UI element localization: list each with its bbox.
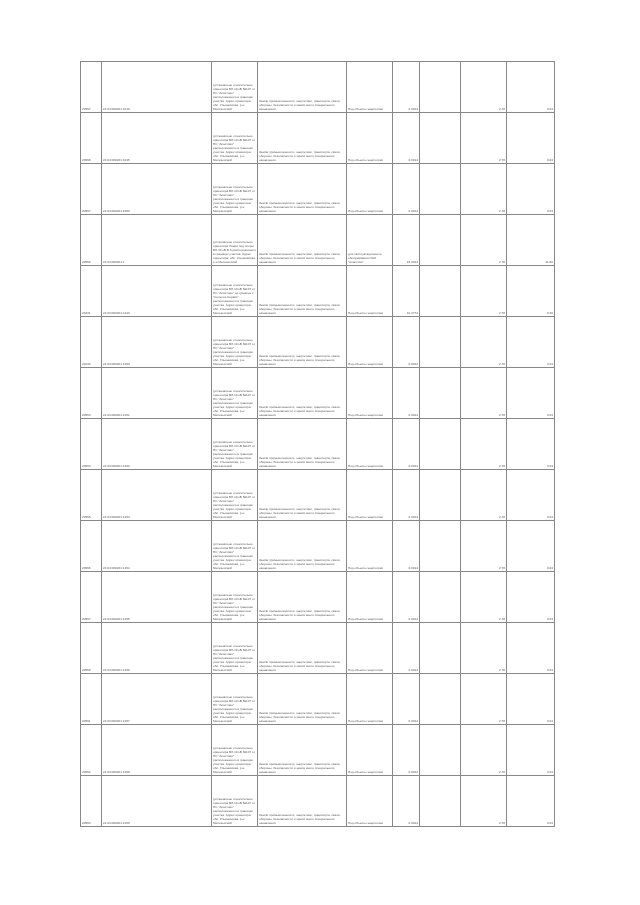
cadastral-number [102,572,212,623]
area-value [393,521,420,572]
land-category-text: Земли промышленности, энергетики, транспорта, связи, обороны, безопасности и земли иного специального назначения [259,761,341,774]
tax-rate [461,113,507,164]
cadastral-number [102,164,212,215]
location-description-text: (установлено относительно ориентира Линия под опоры ВЛ-10 кВ Ф.6 расположенного в границах участка. Адрес ориентира: обл. Ульяновская, р-н Мелекесский [213,239,257,264]
cadastral-number [102,776,212,827]
tax-rate-text: 2.78 [498,106,505,111]
record-id [81,368,102,419]
tax-amount [507,419,555,470]
tax-amount [507,62,555,113]
area-value-text: 15.0014 [406,259,418,264]
land-category-text: Земли промышленности, энергетики, транспорта, связи, обороны, безопасности и земли иного специального назначения [259,812,341,825]
empty-cell [420,521,461,572]
tax-rate-text: 2.78 [498,259,505,264]
record-id-text: 20591 [82,718,91,723]
cadastral-number [102,521,212,572]
record-id [81,674,102,725]
cadastral-number-text: 21:04:000201:1440 [103,310,130,315]
table-row [81,776,555,827]
permitted-use-text: Под объекты энергетики [348,514,384,519]
land-category [258,521,347,572]
area-value [393,368,420,419]
permitted-use-text: Под объекты энергетики [348,106,384,111]
empty-cell [420,776,461,827]
record-id [81,113,102,164]
cadastral-number-text: 21:04:000201:1045 [103,157,130,162]
cadastral-number-text: 21:04:000201:1453 [103,514,130,519]
tax-rate [461,317,507,368]
permitted-use [347,317,393,368]
table-row [81,368,555,419]
land-category [258,215,347,266]
cadastral-number [102,113,212,164]
record-id-text: 20569 [82,259,91,264]
tax-amount-text: 0.04 [546,157,553,162]
cadastral-number [102,419,212,470]
permitted-use [347,521,393,572]
location-description-text: (установлено относительно ориентира ВЛ-10 кВ №107 от ПС "Апастово" расположенного в границах участка. Адрес ориентира: обл. Ульяновская, р-н Мелекесский [213,490,256,519]
record-id [81,725,102,776]
tax-amount-text: 0.04 [546,208,553,213]
permitted-use [347,266,393,317]
area-value-text: 0.0014 [408,769,418,774]
cadastral-number-text: 21:04:000201:1459 [103,820,130,825]
table-row [81,266,555,317]
tax-rate [461,725,507,776]
land-category-text: Земли промышленности, энергетики, транспорта, связи, обороны, безопасности и земли иного специального назначения [259,404,341,417]
record-id-text: 20592 [82,769,91,774]
empty-cell [420,317,461,368]
record-id-text: 20565 [82,514,91,519]
cadastral-number-text: 21:04:000201:1458 [103,769,130,774]
location-description [212,521,258,572]
table-row [81,215,555,266]
tax-rate [461,572,507,623]
tax-rate [461,521,507,572]
land-category-text: Земли промышленности, энергетики, транспорта, связи, обороны, безопасности и земли иного специального назначения [259,455,341,468]
area-value [393,470,420,521]
record-id-text: 20567 [82,208,91,213]
land-category-text: Земли промышленности, энергетики, транспорта, связи, обороны, безопасности и земли иного специального назначения [259,710,341,723]
location-description [212,419,258,470]
record-id-text: 20566 [82,565,91,570]
record-id-text: 20567 [82,106,91,111]
permitted-use [347,113,393,164]
tax-rate [461,164,507,215]
cadastral-number-text: 21:04:000201:1451 [103,412,130,417]
permitted-use [347,164,393,215]
area-value-text: 0.0014 [408,514,418,519]
permitted-use [347,623,393,674]
area-value [393,62,420,113]
empty-cell [420,725,461,776]
cadastral-number [102,62,212,113]
tax-rate-text: 2.78 [498,157,505,162]
location-description [212,725,258,776]
location-description-text: (установлено относительно ориентира ВЛ-10 кВ №107 от ПС "Апастово" расположенного в границах участка. Адрес ориентира: обл. Ульяновская, р-н Мелекесский [213,439,256,468]
location-description [212,572,258,623]
area-value-text: 0.0014 [408,463,418,468]
record-id-text: 20593 [82,820,91,825]
land-category [258,419,347,470]
tax-rate [461,215,507,266]
tax-amount-text: 0.30 [546,310,553,315]
area-value [393,776,420,827]
permitted-use-text: Под объекты энергетики [348,820,384,825]
location-description [212,776,258,827]
tax-amount [507,470,555,521]
location-description [212,266,258,317]
tax-amount [507,215,555,266]
tax-rate-text: 2.78 [498,820,505,825]
location-description [212,164,258,215]
location-description [212,215,258,266]
cadastral-number [102,266,212,317]
empty-cell [420,368,461,419]
tax-amount [507,725,555,776]
cadastral-number [102,674,212,725]
permitted-use [347,776,393,827]
tax-rate [461,419,507,470]
location-description [212,113,258,164]
area-value [393,572,420,623]
tax-rate-text: 2.78 [498,616,505,621]
cadastral-number [102,317,212,368]
land-category-text: Земли промышленности, энергетики, транспорта, связи, обороны, безопасности и земли иного специального назначения [259,506,341,519]
permitted-use-text: Под объекты энергетики [348,718,384,723]
empty-cell [420,572,461,623]
tax-amount-text: 41.80 [545,259,553,264]
area-value-text: 0.0014 [408,106,418,111]
table-row [81,674,555,725]
cadastral-number-text: 21:04:000201:1456 [103,667,130,672]
tax-rate-text: 2.78 [498,514,505,519]
permitted-use-text: Под объекты энергетики [348,463,384,468]
cadastral-number-text: 21:04:000201:1040 [103,106,130,111]
land-category [258,470,347,521]
tax-rate [461,62,507,113]
permitted-use [347,470,393,521]
location-description-text: (установлено относительно ориентира ВЛ-10 кВ №107 от ПС "Апастово" расположенного в границах участка. Адрес ориентира: обл. Ульяновская, р-н Мелекесский [213,745,256,774]
tax-rate-text: 2.78 [498,463,505,468]
empty-cell [420,266,461,317]
location-description-text: (установлено относительно ориентира ВЛ-10 кВ №107 от ПС "Апастово" расположенного в границах участка. Адрес ориентира: обл. Ульяновская, р-н Мелекесский [213,133,256,162]
land-category [258,62,347,113]
tax-rate [461,470,507,521]
permitted-use-text: Под объекты энергетики [348,565,384,570]
location-description-text: (установлено относительно ориентира ВЛ-10 кВ №107 от ПС "Апастово" расположенного в границах участка. Адрес ориентира: обл. Ульяновская, р-н Мелекесский [213,337,256,366]
land-category-text: Земли промышленности, энергетики, транспорта, связи, обороны, безопасности и земли иного специального назначения [259,353,341,366]
table-row [81,572,555,623]
table-row [81,419,555,470]
record-id-text: 20567 [82,616,91,621]
land-category-text: Земли промышленности, энергетики, транспорта, связи, обороны, безопасности и земли иного специального назначения [259,557,341,570]
area-value-text: 0.0014 [408,820,418,825]
table-row [81,317,555,368]
location-description-text: (установлено относительно ориентира ВЛ-10 кВ №107 от ПС "Апастово" расположенного в границах участка. Адрес ориентира: обл. Ульяновская, р-н Мелекесский [213,592,256,621]
tax-amount [507,623,555,674]
tax-amount-text: 0.04 [546,667,553,672]
location-description-text: (установлено относительно ориентира ВЛ-10 кВ №107 от ПС "Апастово" расположенного в границах участка. Адрес ориентира: обл. Ульяновская, р-н Мелекесский [213,541,256,570]
record-id [81,521,102,572]
record-id [81,215,102,266]
permitted-use [347,215,393,266]
tax-amount-text: 0.04 [546,718,553,723]
tax-amount-text: 0.04 [546,820,553,825]
area-value-text: 0.0014 [408,616,418,621]
area-value-text: 0.0014 [408,157,418,162]
cadastral-number-text: 21:04:000201:1455 [103,616,130,621]
cadastral-number [102,215,212,266]
table-row [81,113,555,164]
tax-amount-text: 0.04 [546,463,553,468]
land-category [258,623,347,674]
tax-rate-text: 2.78 [498,208,505,213]
area-value [393,674,420,725]
area-value-text: 0.0014 [408,565,418,570]
tax-rate-text: 2.78 [498,718,505,723]
record-id-text: 20564 [82,463,91,468]
tax-amount [507,776,555,827]
permitted-use [347,62,393,113]
tax-rate [461,776,507,827]
land-category [258,776,347,827]
area-value [393,317,420,368]
record-id [81,164,102,215]
table-row [81,623,555,674]
permitted-use [347,419,393,470]
tax-amount [507,164,555,215]
location-description [212,623,258,674]
tax-rate [461,266,507,317]
area-value-text: 0.0014 [408,412,418,417]
record-id [81,266,102,317]
location-description-text: (установлено относительно ориентира ВЛ-10 кВ №107 от ПС "Апастово" расположенного в границах участка. Адрес ориентира: обл. Ульяновская, р-н Мелекесский [213,82,256,111]
land-category-text: Земли промышленности, энергетики, транспорта, связи, обороны, безопасности и земли иного специального назначения [259,251,341,264]
tax-amount-text: 0.04 [546,412,553,417]
tax-rate [461,623,507,674]
location-description-text: (установлено относительно ориентира ВЛ-10 кВ №107 от ПС "Апастово" расположенного в границах участка. Адрес ориентира: обл. Ульяновская, р-н Мелекесский [213,184,256,213]
cadastral-number-text: 21:04:000201:1 [103,259,125,264]
land-registry-body [81,62,555,827]
record-id [81,419,102,470]
permitted-use-text: Под объекты энергетики [348,157,384,162]
record-id [81,623,102,674]
location-description [212,368,258,419]
tax-rate-text: 2.78 [498,667,505,672]
land-category [258,266,347,317]
location-description [212,674,258,725]
permitted-use [347,725,393,776]
tax-amount [507,113,555,164]
location-description [212,62,258,113]
area-value [393,623,420,674]
permitted-use-text: Под объекты энергетики [348,208,384,213]
cadastral-number [102,725,212,776]
permitted-use-text: Под объекты энергетики [348,361,384,366]
permitted-use-text: Под объекты энергетики [348,616,384,621]
empty-cell [420,419,461,470]
empty-cell [420,470,461,521]
table-row [81,521,555,572]
empty-cell [420,215,461,266]
location-description [212,470,258,521]
record-id [81,776,102,827]
empty-cell [420,62,461,113]
tax-amount-text: 0.04 [546,616,553,621]
location-description [212,317,258,368]
tax-rate-text: 2.78 [498,412,505,417]
tax-rate [461,368,507,419]
record-id [81,572,102,623]
land-category-text: Земли промышленности, энергетики, транспорта, связи, обороны, безопасности и земли иного специального назначения [259,302,341,315]
cadastral-number [102,368,212,419]
area-value [393,215,420,266]
location-description-text: (установлено относительно ориентира ВЛ-10 кВ №107 от ПС "Апастово" до границы с "Сельхоз-Сервис", расположенного в границах участка. Адрес ориентира: обл. Ульяновская, р-н Мелекесский [213,282,256,315]
land-category [258,674,347,725]
area-value-text: 0.0014 [408,361,418,366]
tax-amount [507,521,555,572]
empty-cell [420,113,461,164]
area-value [393,725,420,776]
area-value-text: 0.0014 [408,718,418,723]
land-registry-table [80,61,555,827]
table-row [81,470,555,521]
tax-amount-text: 0.04 [546,106,553,111]
tax-amount [507,317,555,368]
tax-amount-text: 0.04 [546,361,553,366]
record-id-text: 20568 [82,157,91,162]
tax-amount [507,266,555,317]
cadastral-number-text: 21:04:000201:1089 [103,208,130,213]
location-description-text: (установлено относительно ориентира ВЛ-10 кВ №107 от ПС "Апастово" расположенного в границах участка. Адрес ориентира: обл. Ульяновская, р-н Мелекесский [213,694,256,723]
empty-cell [420,164,461,215]
area-value [393,113,420,164]
cadastral-number-text: 21:04:000201:1457 [103,718,130,723]
land-category [258,368,347,419]
land-category [258,725,347,776]
record-id [81,317,102,368]
tax-rate-text: 2.78 [498,361,505,366]
tax-rate [461,674,507,725]
tax-amount-text: 0.04 [546,565,553,570]
area-value-text: 10.4774 [406,310,418,315]
land-category-text: Земли промышленности, энергетики, транспорта, связи, обороны, безопасности и земли иного специального назначения [259,659,341,672]
record-id [81,62,102,113]
tax-amount [507,368,555,419]
permitted-use [347,674,393,725]
tax-rate-text: 2.78 [498,769,505,774]
permitted-use-text: Под объекты энергетики [348,412,384,417]
permitted-use [347,368,393,419]
empty-cell [420,674,461,725]
permitted-use-text: для эксплуатационного обслуживания ОАО "Апастово" [348,251,382,264]
table-row [81,164,555,215]
land-category [258,572,347,623]
cadastral-number-text: 21:04:000201:1452 [103,463,130,468]
location-description-text: (установлено относительно ориентира ВЛ-10 кВ №107 от ПС "Апастово" расположенного в границах участка. Адрес ориентира: обл. Ульяновская, р-н Мелекесский [213,388,256,417]
permitted-use [347,572,393,623]
area-value [393,266,420,317]
table-row [81,62,555,113]
land-category-text: Земли промышленности, энергетики, транспорта, связи, обороны, безопасности и земли иного специального назначения [259,149,341,162]
land-category [258,164,347,215]
permitted-use-text: Под объекты энергетики [348,310,384,315]
record-id-text: 20563 [82,412,91,417]
cadastral-number [102,623,212,674]
tax-amount [507,674,555,725]
location-description-text: (установлено относительно ориентира ВЛ-10 кВ №107 от ПС "Апастово" расположенного в границах участка. Адрес ориентира: обл. Ульяновская, р-н Мелекесский [213,796,256,825]
tax-amount-text: 0.04 [546,514,553,519]
land-category [258,317,347,368]
tax-amount [507,572,555,623]
tax-rate-text: 2.78 [498,310,505,315]
record-id-text: 20568 [82,667,91,672]
area-value-text: 0.0014 [408,208,418,213]
table-row [81,725,555,776]
record-id-text: 20232 [82,361,91,366]
land-category-text: Земли промышленности, энергетики, транспорта, связи, обороны, безопасности и земли иного специального назначения [259,608,341,621]
tax-amount-text: 0.04 [546,769,553,774]
cadastral-number-text: 21:04:000201:1453 [103,361,130,366]
location-description-text: (установлено относительно ориентира ВЛ-10 кВ №107 от ПС "Апастово" расположенного в границах участка. Адрес ориентира: обл. Ульяновская, р-н Мелекесский [213,643,256,672]
area-value [393,164,420,215]
land-category [258,113,347,164]
area-value-text: 0.0014 [408,667,418,672]
cadastral-number [102,470,212,521]
record-id-text: 20431 [82,310,91,315]
area-value [393,419,420,470]
empty-cell [420,623,461,674]
cadastral-number-text: 21:04:000201:1454 [103,565,130,570]
land-category-text: Земли промышленности, энергетики, транспорта, связи, обороны, безопасности и земли иного специального назначения [259,200,341,213]
permitted-use-text: Под объекты энергетики [348,667,384,672]
land-category-text: Земли промышленности, энергетики, транспорта, связи, обороны, безопасности и земли иного специального назначения [259,98,341,111]
tax-rate-text: 2.78 [498,565,505,570]
record-id [81,470,102,521]
permitted-use-text: Под объекты энергетики [348,769,384,774]
